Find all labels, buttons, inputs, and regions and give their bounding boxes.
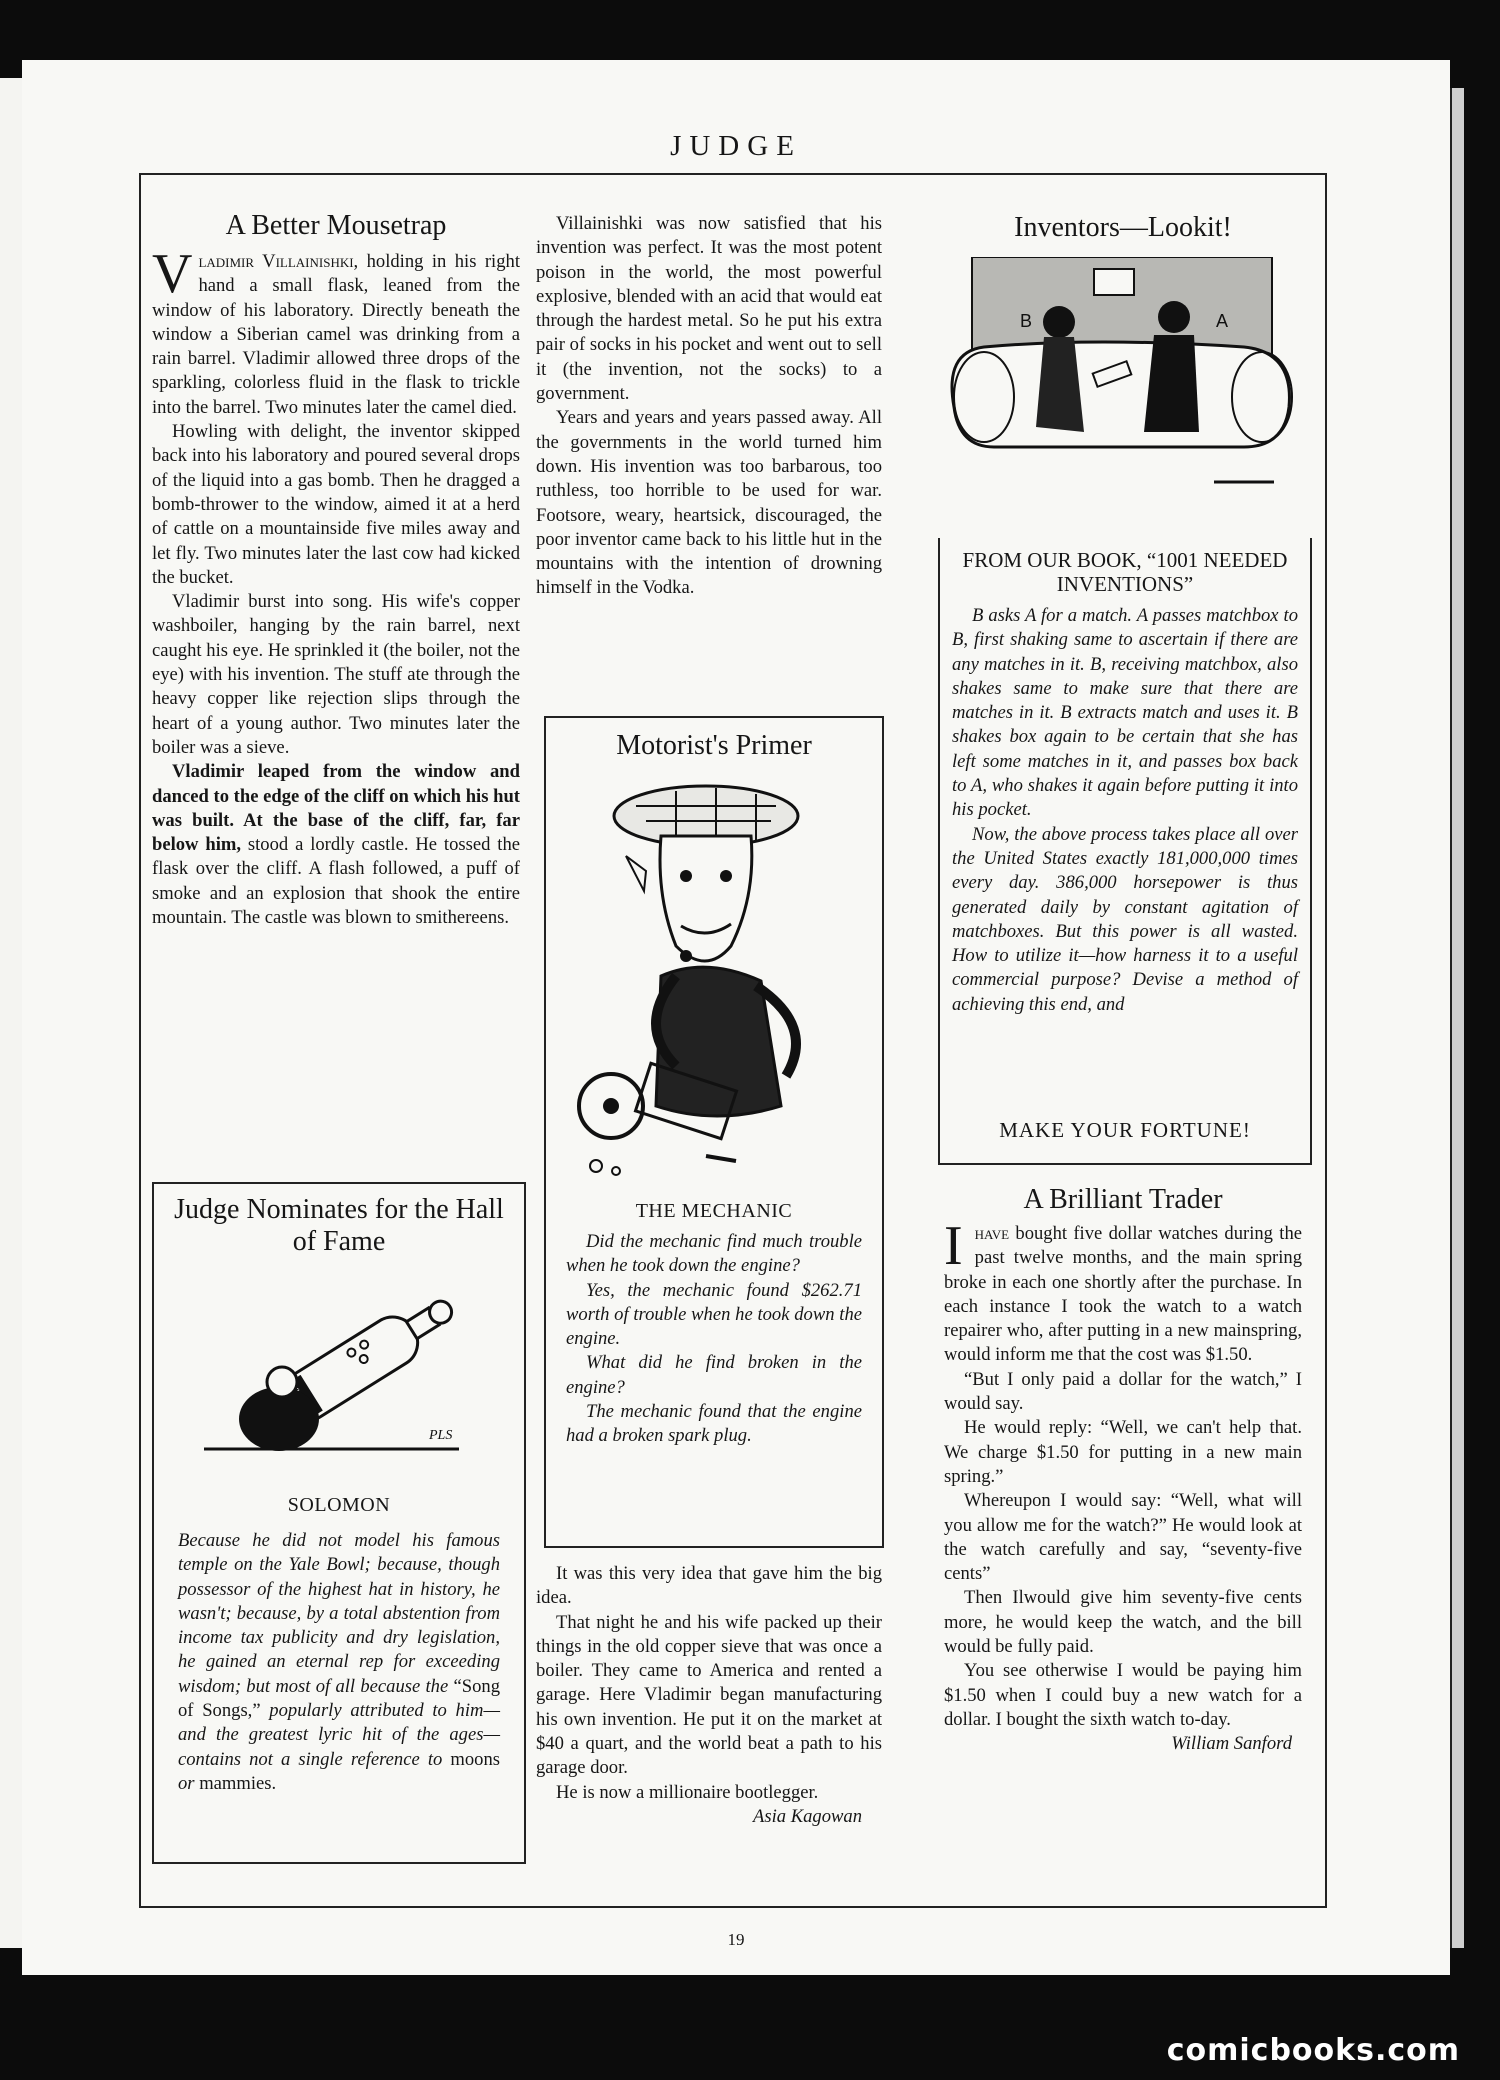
mechanic-cartoon-illustration xyxy=(566,776,862,1186)
woman-b-figure-icon xyxy=(1043,306,1075,338)
trader-dropcap: I xyxy=(944,1215,963,1277)
primer-answer-2: The mechanic found that the engine had a broken spark plug. xyxy=(566,1401,862,1447)
trader-author: William Sanford xyxy=(1171,1733,1292,1755)
artist-signature: PLS xyxy=(429,1428,453,1443)
needed-inventions-paragraph-1: B asks A for a match. A passes matchbox to B, first shaking same to ascertain if there are any matches in it. B, receiving matchbox, also shakes same to make sure that there are matches in it. B extracts match and uses it. B shakes box again to be certain that she has left some matches in it, and passes box back to A, who shakes it again before putting it into his pocket. xyxy=(952,605,1298,821)
motorists-primer-title: Motorist's Primer xyxy=(616,730,812,761)
make-your-fortune: MAKE YOUR FORTUNE! xyxy=(999,1118,1251,1142)
mousetrap-paragraph-7: It was this very idea that gave him the big idea. xyxy=(536,1563,882,1609)
site-watermark: comicbooks.com xyxy=(1166,2033,1460,2068)
trader-title: A Brilliant Trader xyxy=(1023,1184,1223,1215)
wall-picture-icon xyxy=(1094,269,1134,295)
couple-on-sofa-illustration xyxy=(944,257,1302,497)
needed-inventions-box xyxy=(938,538,1312,1165)
page-number: 19 xyxy=(727,1930,745,1949)
mousetrap-column-2-end xyxy=(536,1562,882,1829)
mousetrap-column-1 xyxy=(152,210,520,930)
inventors-title: Inventors—Lookit! xyxy=(1014,212,1232,243)
primer-question-1: Did the mechanic find much trouble when he took down the engine? xyxy=(566,1231,862,1277)
song-of-songs: “Song of Songs,” xyxy=(178,1675,500,1722)
mousetrap-dropcap: V xyxy=(152,243,193,305)
running-header: JUDGE xyxy=(670,130,802,162)
trader-paragraph-3: He would reply: “Well, we can't help that. We charge $1.50 for putting in a new main spring.” xyxy=(944,1417,1302,1487)
hall-text-part-2: popularly attributed to him—and the greatest lyric hit of the ages—contains not a single reference to xyxy=(178,1700,500,1770)
mechanic-face-icon xyxy=(660,836,752,961)
mousetrap-paragraph-6: Years and years and years passed away. All the governments in the world turned him down. His invention was too barbarous, too ruthless, too horrible to be used for war. Footsore, weary, heartsick, discouraged, the poor inventor came back to his little hut in the mountains with the intention of drowning himself in the Vodka. xyxy=(536,407,882,599)
trader-paragraph-1 xyxy=(944,1215,1302,1368)
man-a-figure-icon xyxy=(1158,301,1190,333)
trader-paragraph-5: Then Ilwould give him seventy-five cents more, he would keep the watch, and the bill would be fully paid. xyxy=(944,1587,1302,1658)
mousetrap-p1-rest: holding in his right hand a small flask, leaned from the window of his laboratory. Directly beneath the window a Siberian camel was drinking from a rain barrel. Vladimir allowed three drops of the sparkling, colorless fluid in the flask to trickle into the barrel. Two minutes later the camel died. xyxy=(152,251,520,418)
solomon-cartoon-illustration xyxy=(204,1279,474,1454)
trader-paragraph-6: You see otherwise I would be paying him $1.50 when I could buy a new watch for a dollar. I bought the sixth watch to-day. xyxy=(944,1660,1302,1730)
hall-of-fame-title: Judge Nominates for the Hall of Fame xyxy=(174,1194,504,1257)
magazine-page xyxy=(22,60,1450,1975)
hall-of-fame-text xyxy=(178,1529,500,1796)
primer-text xyxy=(566,1230,862,1449)
page-edge-strip xyxy=(1450,88,1464,1948)
primer-caption: THE MECHANIC xyxy=(635,1200,793,1222)
needed-inventions-heading: FROM OUR BOOK, “1001 NEEDED INVENTIONS” xyxy=(962,548,1288,596)
hall-or: or xyxy=(178,1772,195,1794)
motorists-primer-box xyxy=(544,716,884,1548)
mousetrap-paragraph-3: Vladimir burst into song. His wife's copper washboiler, hanging by the rain barrel, next caught his eye. He sprinkled it (the boiler, not the eye) with his invention. The stuff ate through the heavy copper like rejection slips through the heart of a young author. Two minutes later the boiler was a sieve. xyxy=(152,591,520,758)
trader-column xyxy=(944,1184,1302,1757)
hall-of-fame-paragraph xyxy=(178,1529,500,1796)
mousetrap-column-2 xyxy=(536,212,882,601)
mousetrap-paragraph-4 xyxy=(152,760,520,930)
hall-mammies: mammies. xyxy=(199,1772,277,1794)
mousetrap-lead: ladimir Villainishki, xyxy=(198,251,359,272)
mousetrap-title: A Better Mousetrap xyxy=(225,210,447,241)
adjacent-page-edge xyxy=(0,78,24,1948)
inventors-column xyxy=(944,212,1302,244)
mousetrap-p4-bold: Vladimir leaped from the window and danced to the edge of the cliff on which his hut was built. At the base of the cliff, far, far below him, xyxy=(152,761,520,856)
label-b: B xyxy=(1020,311,1033,331)
hall-moons: moons xyxy=(450,1748,500,1770)
mousetrap-paragraph-9: He is now a millionaire bootlegger. xyxy=(556,1781,819,1803)
mousetrap-paragraph-1 xyxy=(152,243,520,420)
trader-lead: have xyxy=(974,1223,1010,1244)
trader-p1-rest: bought five dollar watches during the past twelve months, and the main spring broke in each one shortly after the purchase. In each instance I took the watch to a watch repairer who, after putting in a new mainspring, would inform me that the cost was $1.50. xyxy=(944,1223,1302,1366)
mousetrap-paragraph-8: That night he and his wife packed up their things in the old copper sieve that was once a boiler. They came to America and rented a garage. Here Vladimir began manufacturing his own invention. He put it on the market at $40 a quart, and the world beat a path to his garage door. xyxy=(536,1611,882,1779)
label-a: A xyxy=(1216,311,1229,331)
primer-answer-1: Yes, the mechanic found $262.71 worth of trouble when he took down the engine. xyxy=(566,1279,862,1350)
mousetrap-paragraph-5: Villainishki was now satisfied that his invention was perfect. It was the most potent poison in the world, the most powerful explosive, blended with an acid that would eat through the hardest metal. So he put his extra pair of socks in his pocket and went out to sell it (the invention, not the socks) to a government. xyxy=(536,213,882,405)
needed-inventions-body xyxy=(952,604,1298,1017)
needed-inventions-paragraph-2: Now, the above process takes place all over the United States exactly 181,000,000 times every day. 386,000 horsepower is thus generated daily by constant agitation of matchboxes. But this power is all wasted. How to utilize it—how harness it to a useful commercial purpose? Devise a method of achieving this end, and xyxy=(952,823,1298,1015)
trader-paragraph-4: Whereupon I would say: “Well, what will you allow me for the watch?” He would look at the watch carefully and say, “seventy-five cents” xyxy=(944,1490,1302,1585)
hall-of-fame-box xyxy=(152,1182,526,1864)
primer-question-2: What did he find broken in the engine? xyxy=(566,1352,862,1398)
hall-text-part-1: Because he did not model his famous temple on the Yale Bowl; because, though possessor of the highest hat in history, he wasn't; because, by a total abstention from income tax publicity and dry legislation, he gained an eternal rep for exceeding wisdom; but most of all because the xyxy=(178,1530,500,1697)
mousetrap-author: Asia Kagowan xyxy=(753,1805,862,1827)
hall-of-fame-name: SOLOMON xyxy=(287,1494,391,1516)
trader-paragraph-2: “But I only paid a dollar for the watch,” I would say. xyxy=(944,1368,1302,1415)
mousetrap-paragraph-2: Howling with delight, the inventor skipped back into his laboratory and poured several drops of the liquid into a gas bomb. Then he dragged a bomb-thrower to the window, aimed it at a herd of cattle on a mountainside five miles away and let fly. Two minutes later the last cow had kicked the bucket. xyxy=(152,421,520,588)
mousetrap-p4-rest: stood a lordly castle. He tossed the flask over the cliff. A flash followed, a puff of smoke and an explosion that shook the entire mountain. The castle was blown to smithereens. xyxy=(152,834,520,929)
